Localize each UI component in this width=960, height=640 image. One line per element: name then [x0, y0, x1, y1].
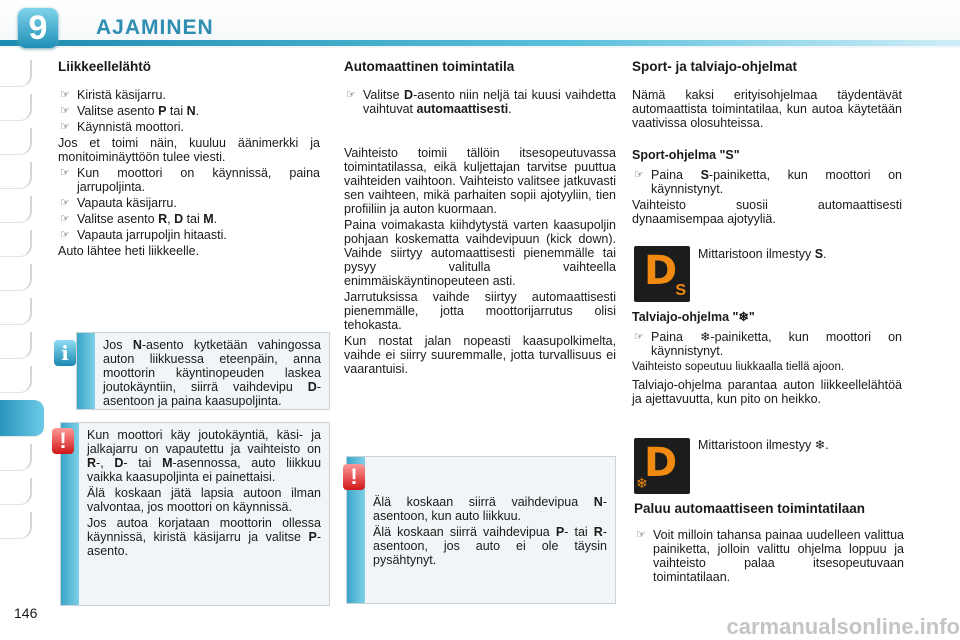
paragraph: Talviajo-ohjelma parantaa auton liikkeellelähtöä ja ajettavuutta, kun pito on heikko. — [632, 378, 902, 406]
header-bar — [0, 40, 960, 46]
step: ☞ Vapauta käsijarru. — [58, 196, 320, 210]
paragraph: Vaihteisto sopeutuu liukkaalla tiellä ajoon. — [632, 361, 845, 373]
paragraph: Jos et toimi näin, kuuluu äänimerkki ja monitoiminäyttöön tulee viesti. — [58, 136, 320, 164]
paragraph: Nämä kaksi erityisohjelmaa täydentävät automaattista toimintatilaa, kun autoa käytetään vaativissa olosuhteissa. — [632, 88, 902, 130]
chapter-tab[interactable] — [0, 264, 32, 291]
warning-box — [60, 422, 330, 606]
paragraph: Vaihteisto suosii automaattisesti dynaamisempaa ajotyyliä. — [632, 198, 902, 226]
step: ☞ Valitse D-asento niin neljä tai kuusi vaihdetta vaihtuvat automaattisesti. — [344, 88, 616, 116]
display-caption: Mittaristoon ilmestyy ❄. — [698, 438, 829, 452]
paragraph: Paina voimakasta kiihdytystä varten kaasupoljin pohjaan koskematta vaihdevipuun (kick down). Vaihde siirtyy automaattisesti pienemmälle tai pysyy valitulla vaihteella enimmäiskäyntinopeuteen asti. — [344, 218, 616, 288]
step: ☞ Kun moottori on käynnissä, paina jarrupoljinta. — [58, 166, 320, 194]
paragraph: Jarrutuksissa vaihde siirtyy automaattisesti pienemmälle, jotta moottorijarrutus olisi tehokasta. — [344, 290, 616, 332]
warning-box — [346, 456, 616, 604]
step: ☞ Kiristä käsijarru. — [58, 88, 320, 102]
chapter-tabs — [0, 60, 46, 546]
step: ☞ Vapauta jarrupoljin hitaasti. — [58, 228, 320, 242]
step: ☞ Valitse asento P tai N. — [58, 104, 320, 118]
step: ☞ Käynnistä moottori. — [58, 120, 320, 134]
info-box — [76, 332, 330, 410]
paragraph: Auto lähtee heti liikkeelle. — [58, 244, 200, 258]
chapter-tab[interactable] — [0, 444, 32, 471]
chapter-tab[interactable] — [0, 478, 32, 505]
step: ☞ Valitse asento R, D tai M. — [58, 212, 320, 226]
column-programs — [632, 60, 902, 228]
column-automatic — [344, 60, 616, 378]
winter-title: Talviajo-ohjelma "❄" — [632, 310, 755, 324]
chapter-tab[interactable] — [0, 196, 32, 223]
paragraph: Kun nostat jalan nopeasti kaasupolkimelta, vaihde ei siirry suuremmalle, jotta turvallisuus ei vaarantuisi. — [344, 334, 616, 376]
step: ☞ Paina S-painiketta, kun moottori on käynnistynyt. — [632, 168, 902, 196]
sport-title: Sport-ohjelma "S" — [632, 148, 740, 162]
watermark: carmanualsonline.info — [726, 614, 960, 639]
warning-text: Kun moottori käy joutokäyntiä, käsi- ja jalkajarru on vapautettu ja vaihteisto on R-, D- tai M-asennossa, auto liikkuu vaikka kaasupoljinta ei painettaisi. Älä koskaan jätä lapsia autoon ilman valvontaa, jos moottori on käynnissä. Jos autoa korjataan moottorin ollessa käynnissä, kiristä käsijarru ja valitse P-asento. — [87, 428, 322, 558]
warning-icon: ! — [343, 464, 365, 490]
return-section — [634, 502, 904, 586]
warning-text: Älä koskaan siirrä vaihdevipua N-asentoon, kun auto liikkuu. Älä koskaan siirrä vaihdevipua P- tai R-asentoon, jos auto ei ole täysin pysähtynyt. — [373, 495, 607, 567]
chapter-tab[interactable] — [0, 128, 32, 155]
section-title-return: Paluu automaattiseen toimintatilaan — [634, 501, 866, 516]
chapter-badge: 9 — [18, 8, 58, 48]
page-header — [0, 0, 960, 48]
chapter-tab[interactable] — [0, 94, 32, 121]
chapter-tab[interactable] — [0, 60, 32, 87]
info-icon: i — [54, 340, 76, 366]
warning-icon: ! — [52, 428, 74, 454]
paragraph: Vaihteisto toimii tällöin itsesopeutuvassa toimintatilassa, eikä kuljettajan tarvitse puuttua vaihteiden vaihtoon. Vaihteisto valitsee jatkuvasti sen vaihteen, mikä parhaiten sopii ajotyyliin, tien profiiliin ja auton kuormaan. — [344, 146, 616, 216]
chapter-title: AJAMINEN — [96, 16, 214, 39]
chapter-tab-active[interactable] — [0, 400, 44, 437]
chapter-tab[interactable] — [0, 162, 32, 189]
display-caption: Mittaristoon ilmestyy S. — [698, 247, 827, 261]
info-text: Jos N-asento kytketään vahingossa auton liikkuessa eteenpäin, anna moottorin käyntinopeuden laskea joutokäyntiin, siirrä vaihdevipu D-asentoon ja paina kaasupoljinta. — [103, 338, 321, 408]
winter-display-indicator: D ❄ — [634, 438, 690, 494]
step: ☞ Paina ❄-painiketta, kun moottori on käynnistynyt. — [632, 330, 902, 358]
chapter-tab[interactable] — [0, 230, 32, 257]
section-title-automatic: Automaattinen toimintatila — [344, 59, 515, 74]
section-title-start: Liikkeellelähtö — [58, 59, 152, 74]
page-number: 146 — [14, 605, 38, 621]
winter-section — [632, 310, 902, 408]
chapter-tab[interactable] — [0, 512, 32, 539]
column-start — [58, 60, 320, 260]
chapter-tab[interactable] — [0, 366, 32, 393]
section-title-programs: Sport- ja talviajo-ohjelmat — [632, 59, 798, 74]
sport-display-indicator: D S — [634, 246, 690, 302]
step: ☞ Voit milloin tahansa painaa uudelleen valittua painiketta, jolloin valittu ohjelma loppuu ja vaihteisto palaa itsesopeutuvaan toimintatilaan. — [634, 528, 904, 584]
chapter-tab[interactable] — [0, 298, 32, 325]
chapter-tab[interactable] — [0, 332, 32, 359]
